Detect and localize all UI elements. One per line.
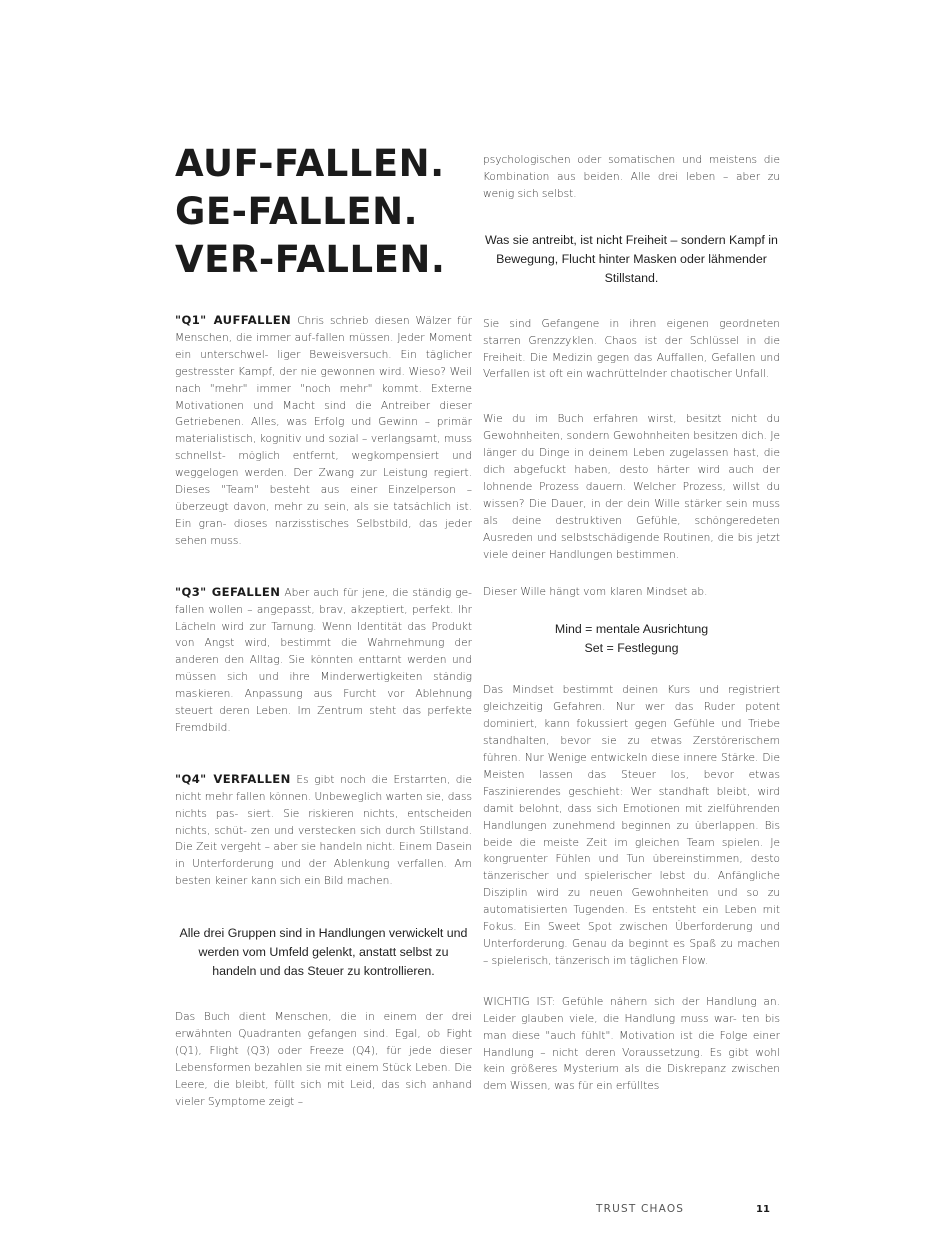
mindset-paragraph: Das Mindset bestimmt deinen Kurs und registriert gleichzeitig Gefahren. Nur wer das Ruder potent dominiert, kann fokussiert gegen Gefühle und Triebe standhalten, bevor sie zu etwas Zerstörerischem führen. Nur Wenige entwickeln diese innere Stärke. Die Meisten lassen das Steuer los, bevor etwas Faszinierendes geschieht: Wer standhaft bleibt, wird damit belohnt, dass sich Emotionen mit zielführenden Handlungen zunehmend beginnen zu überlappen. Bis beide die meiste Zeit im gleichen Team spielen. Je kongruenter Fühlen und Tun übereinstimmen, desto tänzerischer und spielerischer lebst du. Anfängliche Disziplin wird zu neuen Gewohnheiten und so zu automatisierten Tugenden. Es entsteht ein Leben mit Fokus. Ein Sweet Spot zwischen Überforderung und Unterforderung. Genau da beginnt es Spaß zu machen – spielerisch, tänzerisch im täglichen Flow.: [483, 684, 780, 967]
q1-paragraph: [175, 312, 472, 550]
q3-lead: "Q3" GEFALLEN: [175, 584, 281, 599]
q4-paragraph: [175, 771, 472, 890]
prisoners-paragraph: Sie sind Gefangene in ihren eigenen geordneten starren Grenzzyklen. Chaos ist der Schlüssel in die Freiheit. Die Medizin gegen das Auffallen, Gefallen und Verfallen ist oft ein wachrüttelnder chaotischer Unfall.: [483, 317, 780, 381]
continuation-paragraph: psychologischen oder somatischen und meistens die Kombination aus beiden. Alle drei leben – aber zu wenig sich selbst.: [483, 154, 780, 200]
mind-line: Mind = mentale Ausrichtung: [554, 622, 709, 637]
q3-paragraph: [175, 584, 472, 737]
will-paragraph: Dieser Wille hängt vom klaren Mindset ab.: [483, 585, 708, 598]
headline-line-2: GE-FALLEN.: [175, 190, 419, 233]
groups-quote: Alle drei Gruppen sind in Handlungen verwickelt und werden vom Umfeld gelenkt, anstatt selbst zu handeln und das Steuer zu kontrollieren.: [179, 926, 468, 979]
headline-line-3: VER-FALLEN.: [175, 238, 446, 281]
page-number: 11: [756, 1204, 770, 1215]
right-column: [483, 152, 780, 1095]
headline-line-1: AUF-FALLEN.: [175, 142, 445, 185]
q1-lead: "Q1" AUFFALLEN: [175, 313, 292, 327]
mindset-definition: [483, 620, 780, 658]
motivation-quote: Was sie antreibt, ist nicht Freiheit – sondern Kampf in Bewegung, Flucht hinter Masken oder lähmender Stillstand.: [485, 232, 778, 285]
running-footer: TRUST CHAOS: [596, 1203, 685, 1215]
q4-text: Es gibt noch die Erstarrten, die nicht mehr fallen können. Unbeweglich warten sie, dass nichts pas- siert. Sie riskieren nichts, entscheiden nichts, schüt- zen und verstecken sich durch Stillstand. Die Zeit vergeht – aber sie handeln nicht. Einem Dasein in Unterforderung und der Ablenkung verfallen. Am besten keiner kann sich ein Bild machen.: [175, 773, 472, 888]
q1-text: Chris schrieb diesen Wälzer für Menschen, die immer auf-fallen müssen. Jeder Moment ein unterschwel- liger Beweisversuch. Ein täglicher gestresster Kampf, der nie gewonnen wird. Wieso? Weil nach "mehr" immer "noch mehr" kommt. Externe Motivationen und Macht sind die Antreiber dieser Getriebenen. Alles, was Erfolg und Gewinn – primär materialistisch, kognitiv und sozial – verlangsamt, muss schnellst- möglich entfernt, wegkompensiert und weggelogen werden. Der Zwang zur Leistung regiert. Dieses "Team" besteht aus einer Einzelperson – überzeugt davon, mehr zu sein, als sie tatsächlich ist. Ein gran- dioses narzisstisches Selbstbild, das jeder sehen muss.: [175, 315, 472, 547]
left-column: [175, 140, 472, 1111]
set-line: Set = Festlegung: [584, 641, 679, 656]
important-paragraph: WICHTIG IST: Gefühle nähern sich der Handlung an. Leider glauben viele, die Handlung muss war- ten bis man diese "auch fühlt". Motivation ist die Folge einer Handlung – nicht deren Voraussetzung. Es gibt wohl kein größeres Mysterium als die Diskrepanz zwischen dem Wissen, was für ein erfülltes: [483, 995, 780, 1093]
q4-lead: "Q4" VERFALLEN: [175, 771, 291, 786]
habits-paragraph: Wie du im Buch erfahren wirst, besitzt nicht du Gewohnheiten, sondern Gewohnheiten besitzen dich. Je länger du Dinge in deinem Leben zugelassen hast, die dich abgefuckt haben, desto härter wird auch der lohnende Prozess dauern. Welcher Prozess, willst du wissen? Die Dauer, in der dein Wille stärker sein muss als deine destruktiven Gefühle, schöngeredeten Ausreden und selbstschädigende Routinen, die bis jetzt viele deiner Handlungen bestimmen.: [483, 413, 780, 561]
page-headline: [175, 140, 472, 284]
q3-text: Aber auch für jene, die ständig ge-fallen wollen – angepasst, brav, akzeptiert, perfekt. Ihr Lächeln wird zur Tarnung. Wenn Identität das Produkt von Angst wird, bestimmt die Wahrnehmung der anderen den Alltag. Sie könnten enttarnt werden und müssen sich und ihre Minderwertigkeiten ständig maskieren. Anpassung aus Furcht vor Ablehnung steuert deren Leben. Im Zentrum steht das perfekte Fremdbild.: [175, 586, 473, 734]
book-paragraph: Das Buch dient Menschen, die in einem der drei erwähnten Quadranten gefangen sind. Egal, ob Fight (Q1), Flight (Q3) oder Freeze (Q4), für jede dieser Lebensformen bezahlen sie mit einem Stück Leben. Die Leere, die bleibt, füllt sich mit Leid, das sich anhand vieler Symptome zeigt –: [175, 1011, 472, 1108]
